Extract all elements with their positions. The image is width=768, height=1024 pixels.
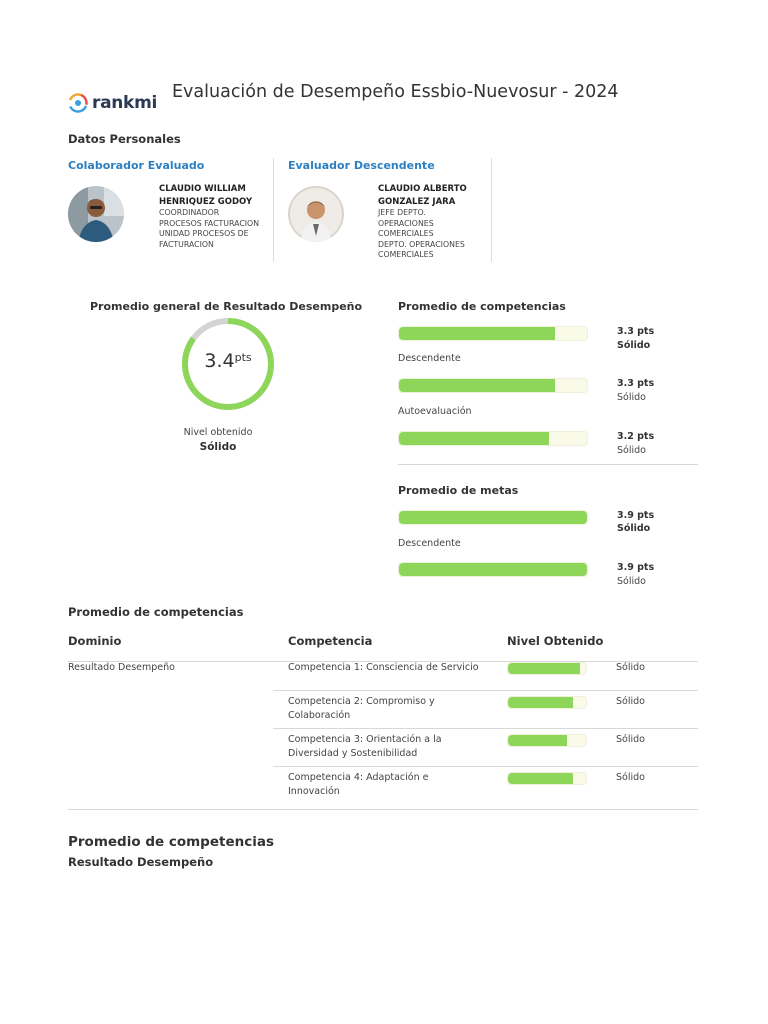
- evaluator-label: Evaluador Descendente: [288, 159, 435, 172]
- section-heading: Promedio de competencias: [68, 834, 274, 850]
- evaluated-detail-line: PROCESOS FACTURACION: [159, 218, 260, 228]
- bar-fill: [399, 432, 549, 445]
- bar-fill: [399, 379, 555, 392]
- bar-points: 3.9 pts: [617, 510, 655, 521]
- rankmi-logo-icon: [68, 93, 88, 113]
- bar-fill: [508, 773, 573, 784]
- page-title: Evaluación de Desempeño Essbio-Nuevosur - 2024: [172, 82, 619, 102]
- table-row-level: Sólido: [616, 696, 645, 707]
- evaluator-name-line: GONZALEZ JARA: [378, 197, 456, 207]
- overall-title: Promedio general de Resultado Desempeño: [90, 300, 363, 313]
- competencias-bar: [398, 431, 588, 446]
- evaluated-name-line: HENRIQUEZ GODOY: [159, 197, 253, 207]
- evaluated-detail-line: FACTURACION: [159, 239, 214, 249]
- column-header-competencia: Competencia: [288, 634, 373, 648]
- competencia-text: Competencia 1: Consciencia de Servicio: [288, 662, 479, 673]
- table-row-bar: [507, 734, 587, 747]
- bar-fill: [399, 327, 555, 340]
- bar-caption: Descendente: [398, 538, 461, 549]
- divider: [491, 158, 492, 262]
- evaluator-name: [378, 183, 467, 209]
- bar-fill: [399, 563, 587, 576]
- bar-level: Sólido: [617, 576, 646, 587]
- bar-caption: Autoevaluación: [398, 406, 472, 417]
- table-divider: [273, 690, 698, 691]
- divider: [398, 464, 698, 465]
- competencia-text: Colaboración: [288, 710, 351, 721]
- table-row-competencia: [288, 661, 479, 675]
- competencia-text: Innovación: [288, 786, 340, 797]
- bar-fill: [508, 663, 580, 674]
- bar-level: Sólido: [617, 392, 646, 403]
- table-divider: [68, 809, 698, 810]
- competencia-text: Competencia 2: Compromiso y: [288, 696, 435, 707]
- evaluator-detail-line: OPERACIONES: [378, 218, 434, 228]
- evaluator-detail-line: JEFE DEPTO.: [378, 208, 426, 217]
- overall-score-value: 3.4: [204, 350, 235, 372]
- evaluator-details: [378, 208, 465, 261]
- metas-bar: [398, 510, 588, 525]
- divider: [273, 158, 274, 262]
- table-row-competencia: [288, 733, 442, 761]
- evaluated-detail-line: UNIDAD PROCESOS DE: [159, 229, 249, 238]
- overall-score-unit: pts: [234, 351, 252, 364]
- table-row-competencia: [288, 771, 428, 799]
- competencia-text: Competencia 3: Orientación a la: [288, 734, 442, 745]
- table-divider: [273, 766, 698, 767]
- bar-fill: [508, 735, 567, 746]
- competencia-text: Diversidad y Sostenibilidad: [288, 748, 418, 759]
- bar-points: 3.9 pts: [617, 562, 655, 573]
- evaluated-avatar: [68, 186, 124, 242]
- brand-name: rankmi: [92, 93, 158, 113]
- bar-points: 3.3 pts: [617, 326, 655, 337]
- bar-points: 3.3 pts: [617, 378, 655, 389]
- level-label: Nivel obtenido: [183, 427, 253, 438]
- table-row-bar: [507, 772, 587, 785]
- overall-level: Sólido: [199, 441, 237, 453]
- competencias-title: Promedio de competencias: [398, 300, 566, 313]
- bar-level: Sólido: [617, 445, 646, 456]
- column-header-dominio: Dominio: [68, 634, 122, 648]
- evaluated-details: [159, 208, 259, 250]
- table-row-bar: [507, 696, 587, 709]
- competencias-bar: [398, 378, 588, 393]
- bar-points: 3.2 pts: [617, 431, 655, 442]
- bar-fill: [399, 511, 587, 524]
- table-row-level: Sólido: [616, 734, 645, 745]
- evaluator-avatar: [288, 186, 344, 242]
- evaluated-label: Colaborador Evaluado: [68, 159, 205, 172]
- evaluator-detail-line: DEPTO. OPERACIONES: [378, 239, 465, 249]
- table-divider: [273, 728, 698, 729]
- competencias-bar: [398, 326, 588, 341]
- overall-score: [180, 350, 276, 372]
- evaluator-detail-line: COMERCIALES: [378, 229, 434, 238]
- table-row-level: Sólido: [616, 662, 645, 673]
- metas-bar: [398, 562, 588, 577]
- evaluator-detail-line: COMERCIALES: [378, 250, 434, 259]
- section-subheading: Resultado Desempeño: [68, 855, 214, 869]
- table-title: Promedio de competencias: [68, 605, 244, 619]
- evaluated-name-line: CLAUDIO WILLIAM: [159, 184, 246, 194]
- evaluator-name-line: CLAUDIO ALBERTO: [378, 184, 467, 194]
- personal-data-heading: Datos Personales: [68, 132, 181, 146]
- evaluated-detail-line: COORDINADOR: [159, 208, 220, 217]
- bar-level: Sólido: [617, 523, 651, 534]
- table-row-level: Sólido: [616, 772, 645, 783]
- metas-title: Promedio de metas: [398, 484, 519, 497]
- rankmi-logo: [68, 90, 158, 116]
- table-row-bar: [507, 662, 587, 675]
- domain-cell: Resultado Desempeño: [68, 662, 175, 673]
- bar-fill: [508, 697, 573, 708]
- column-header-nivel: Nivel Obtenido: [507, 634, 604, 648]
- evaluated-name: [159, 183, 252, 209]
- table-row-competencia: [288, 695, 435, 723]
- bar-level: Sólido: [617, 340, 651, 351]
- bar-caption: Descendente: [398, 353, 461, 364]
- competencia-text: Competencia 4: Adaptación e: [288, 772, 429, 783]
